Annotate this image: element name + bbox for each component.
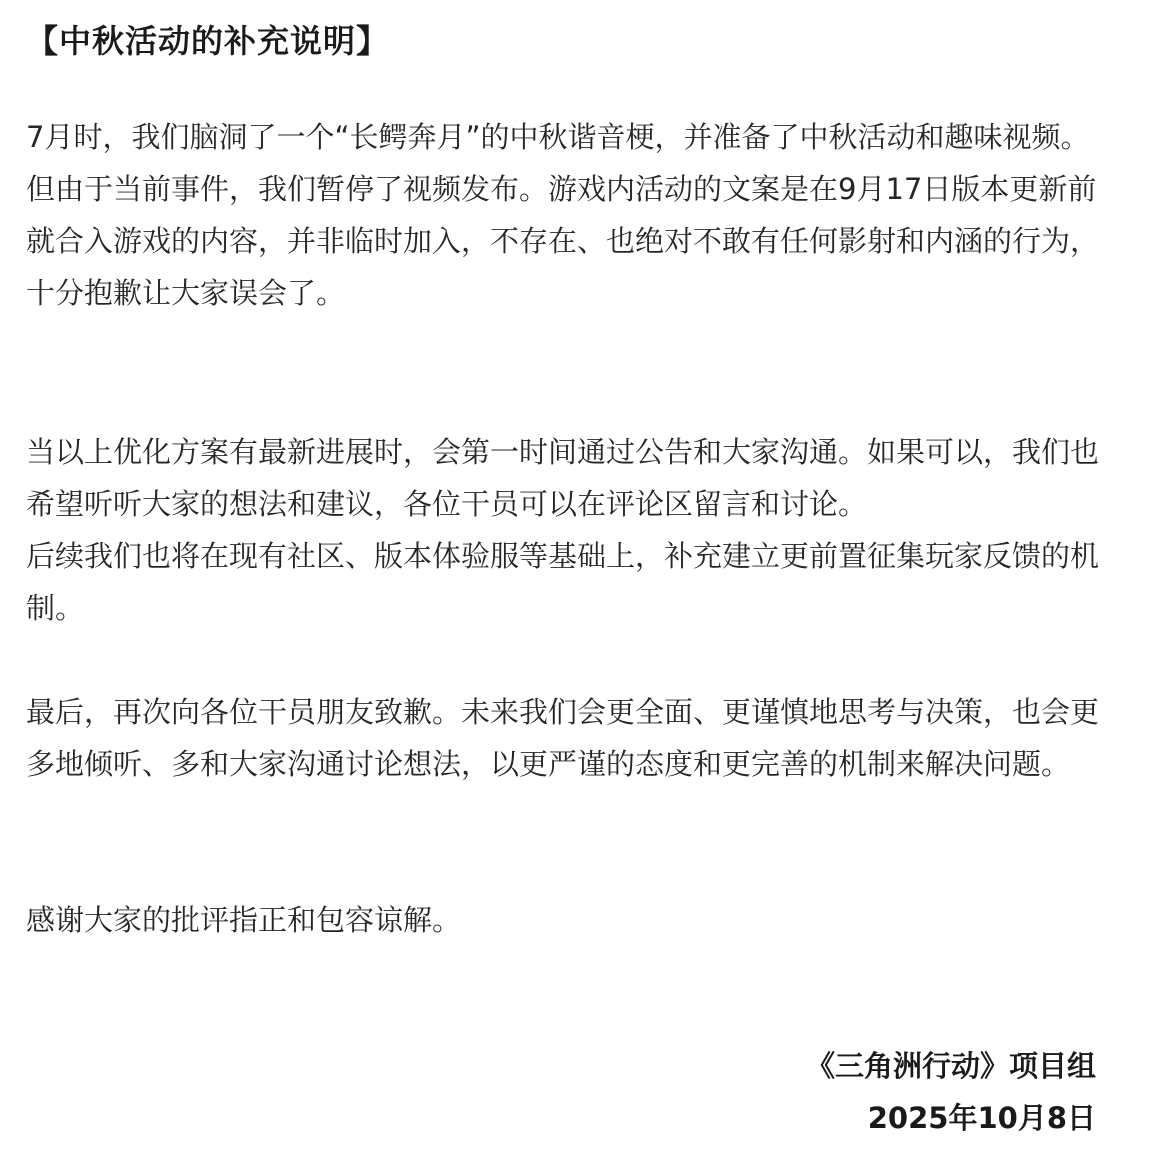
paragraph-thanks: 感谢大家的批评指正和包容谅解。 — [26, 903, 462, 937]
paragraph-final-apology: 最后，再次向各位干员朋友致歉。未来我们会更全面、更谨慎地思考与决策，也会更多地倾听、多和大家沟通讨论想法，以更严谨的态度和更完善的机制来解决问题。 — [26, 695, 1100, 781]
paragraph-communication-plan: 当以上优化方案有最新进展时，会第一时间通过公告和大家沟通。如果可以，我们也希望听听大家的想法和建议，各位干员可以在评论区留言和讨论。 — [26, 435, 1100, 521]
announcement-title: 【中秋活动的补充说明】 — [26, 22, 390, 60]
paragraph-apology-explanation: 7月时，我们脑洞了一个“长鳄奔月”的中秋谐音梗，并准备了中秋活动和趣味视频。但由于当前事件，我们暂停了视频发布。游戏内活动的文案是在9月17日版本更新前就合入游戏的内容，并非临时加入，不存在、也绝对不敢有任何影射和内涵的行为，十分抱歉让大家误会了。 — [26, 120, 1100, 310]
signature-date: 2025年10月8日 — [867, 1101, 1096, 1135]
signature-organization: 《三角洲行动》项目组 — [805, 1049, 1096, 1083]
paragraph-feedback-mechanism: 后续我们也将在现有社区、版本体验服等基础上，补充建立更前置征集玩家反馈的机制。 — [26, 539, 1100, 625]
